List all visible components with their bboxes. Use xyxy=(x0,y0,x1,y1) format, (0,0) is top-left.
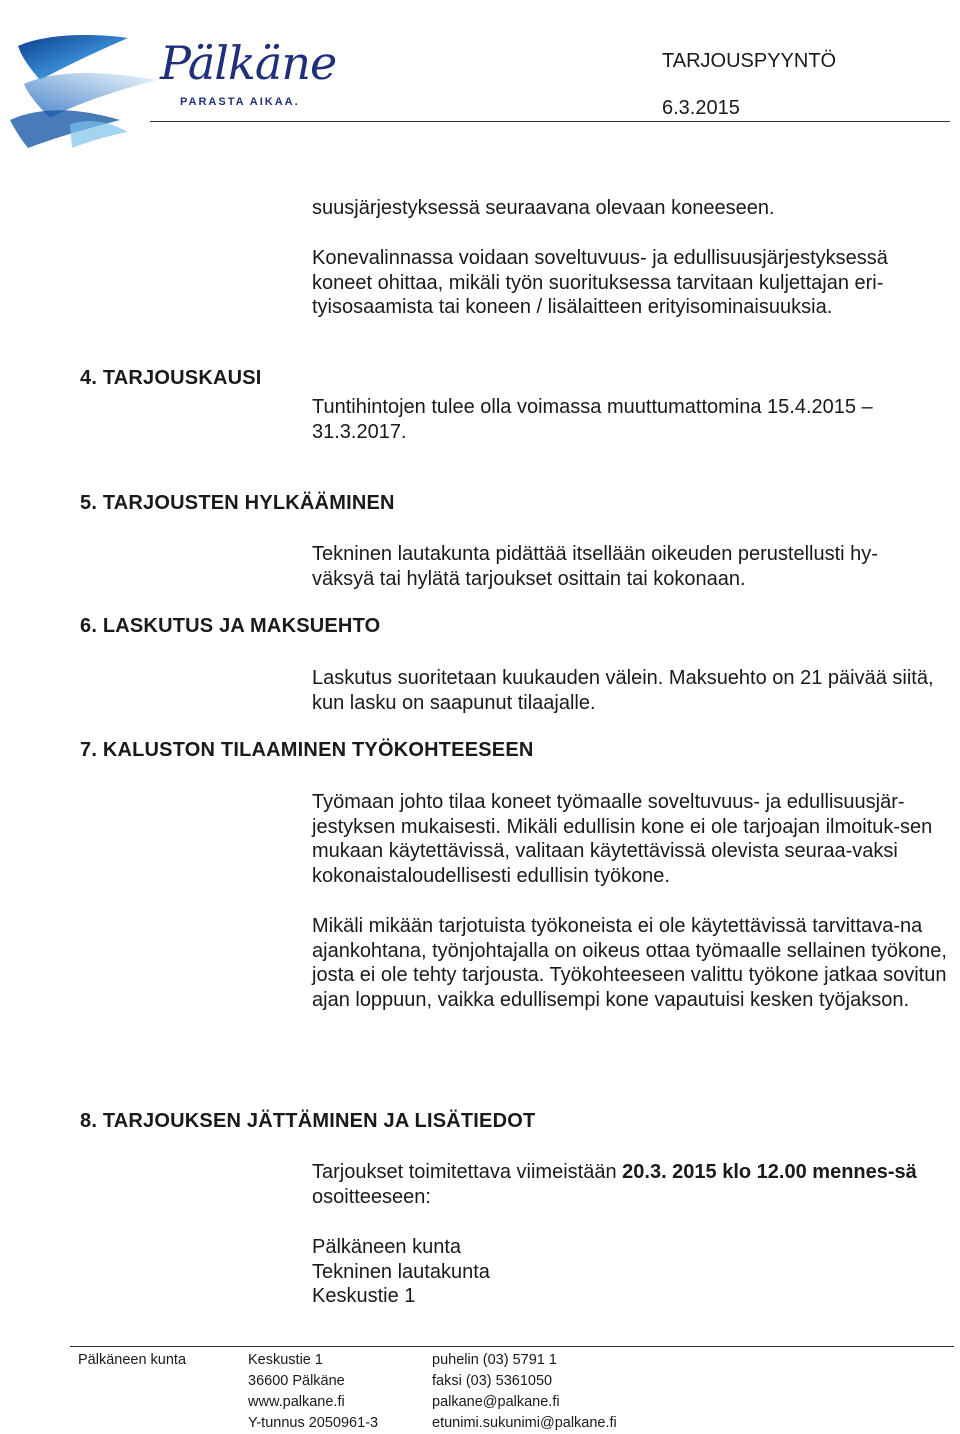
section-8-heading: 8. TARJOUKSEN JÄTTÄMINEN JA LISÄTIEDOT xyxy=(80,1110,536,1132)
section-8-text-start: Tarjoukset toimitettava viimeistään xyxy=(312,1161,623,1183)
footer-org-name: Pälkäneen kunta xyxy=(78,1352,187,1368)
footer-business-id: Y-tunnus 2050961-3 xyxy=(248,1415,379,1431)
footer-website-link[interactable]: www.palkane.fi xyxy=(248,1394,345,1410)
footer-phone: puhelin (03) 5791 1 xyxy=(432,1352,557,1368)
document-type: TARJOUSPYYNTÖ xyxy=(662,50,837,72)
footer-contact xyxy=(432,1350,617,1434)
logo-tagline: PARASTA AIKAA. xyxy=(180,96,300,108)
submission-address xyxy=(312,1235,942,1309)
section-7-paragraph-2: Mikäli mikään tarjotuista työkoneista ei ole käytettävissä tarvittava-na ajankohtana, työnjohtajalla on oikeus ottaa työmaalle sellainen työkone, josta ei ole tehty tarjousta. Työkohteeseen valittu työkone jatkaa sovitun ajan loppuun, vaikka edullisempi kone vapautuisi kesken työjakson. xyxy=(312,915,947,1011)
footer-address xyxy=(248,1350,378,1434)
section-8-text-end: osoitteeseen: xyxy=(312,1185,431,1208)
paragraph-continuation: suusjärjestyksessä seuraavana olevaan koneeseen. xyxy=(312,197,775,219)
section-8-text xyxy=(312,1160,946,1209)
address-line: Pälkäneen kunta xyxy=(312,1236,462,1258)
header-rule xyxy=(150,121,950,122)
address-line: Keskustie 1 xyxy=(312,1285,416,1307)
section-4-heading: 4. TARJOUSKAUSI xyxy=(80,367,262,389)
section-6-heading: 6. LASKUTUS JA MAKSUEHTO xyxy=(80,615,381,637)
section-5-text: Tekninen lautakunta pidättää itsellään oikeuden perustellusti hy-väksyä tai hylätä tarjoukset osittain tai kokonaan. xyxy=(312,543,878,590)
footer-street: Keskustie 1 xyxy=(248,1352,323,1368)
footer-postal: 36600 Pälkäne xyxy=(248,1373,345,1389)
submission-deadline: 20.3. 2015 klo 12.00 mennes-sä xyxy=(622,1161,917,1183)
paragraph-machine-selection: Konevalinnassa voidaan soveltuvuus- ja edullisuusjärjestyksessä koneet ohittaa, mikäli työn suorituksessa tarvitaan kuljettajan eri-tyisosaamista tai koneen / lisälaitteen erityisominaisuuksia. xyxy=(312,247,888,318)
address-line: Tekninen lautakunta xyxy=(312,1260,490,1283)
section-5-heading: 5. TARJOUSTEN HYLKÄÄMINEN xyxy=(80,492,395,514)
section-7-paragraph-1: Työmaan johto tilaa koneet työmaalle soveltuvuus- ja edullisuusjär-jestyksen mukaisesti. Mikäli edullisin kone ei ole tarjoajan ilmoituk-sen mukaan käytettävissä, valitaan käytettävissä olevista seuraa-vaksi kokonaistaloudellisesti edullisin työkone. xyxy=(312,791,933,887)
logo-wordmark: Pälkäne xyxy=(160,36,337,90)
footer-email-link[interactable]: palkane@palkane.fi xyxy=(432,1394,560,1410)
logo-graphic xyxy=(10,28,160,150)
footer-personal-email-pattern: etunimi.sukunimi@palkane.fi xyxy=(432,1415,617,1431)
section-6-text: Laskutus suoritetaan kuukauden välein. Maksuehto on 21 päivää siitä, kun lasku on saapunut tilaajalle. xyxy=(312,667,934,714)
section-4-text: Tuntihintojen tulee olla voimassa muuttumattomina 15.4.2015 – 31.3.2017. xyxy=(312,396,873,443)
footer-fax: faksi (03) 5361050 xyxy=(432,1373,553,1389)
section-7-heading: 7. KALUSTON TILAAMINEN TYÖKOHTEESEEN xyxy=(80,739,534,761)
footer-organization xyxy=(78,1350,186,1371)
document-date: 6.3.2015 xyxy=(662,97,740,119)
footer-rule xyxy=(70,1346,954,1347)
